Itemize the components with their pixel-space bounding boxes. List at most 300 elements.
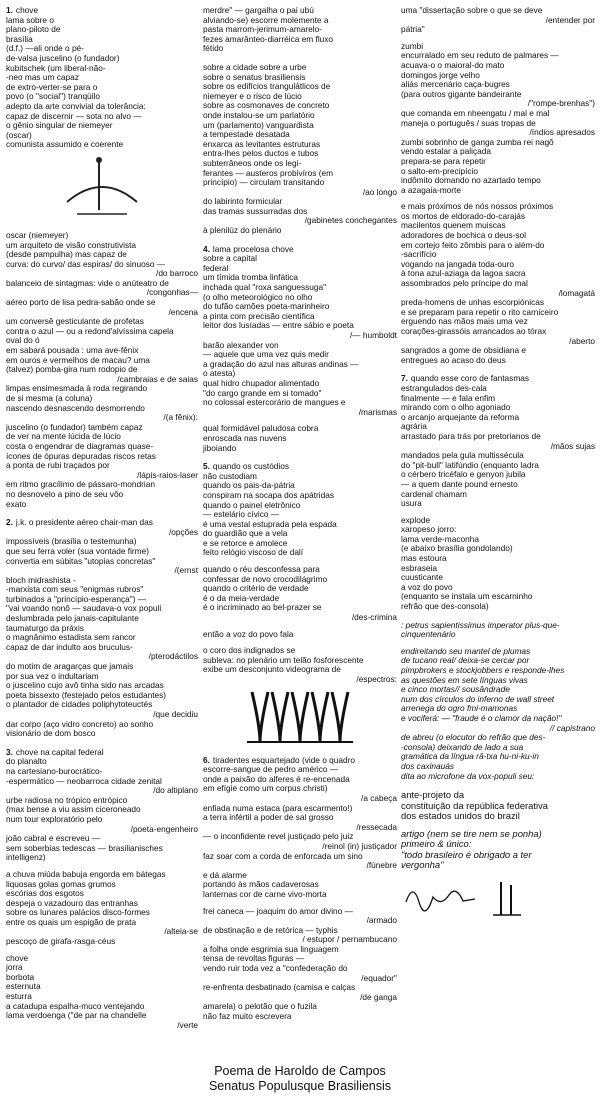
poem-line: agrária [401,422,427,432]
alvorada-columns-icon [245,687,355,747]
poem-line: do planalto [6,757,47,767]
poem-line: e dá alarme [203,870,247,880]
poem-line: adepto da arte convivial da tolerância: [6,101,146,111]
poem-line: /espectros: [356,675,397,684]
poem-line: enxarca as levitantes estruturas [203,139,321,149]
poem-line [203,900,397,907]
poem-line: /"rompe-brenhas") [527,99,595,109]
poem-line: de si mesma (a coluna) [6,394,93,403]
poem-line: balanceio de sintagmas: vide o anúteatro de [6,278,169,288]
poem-line: prepara-se para repetir [401,156,486,166]
poem-line: a azagaia-morte [401,185,461,195]
poem-line: mas estoura [401,554,447,564]
poem-line: curva: do curvo/ das espiras/ do sinuoso — [6,259,166,269]
poem-line: (para outros gigante bandeirante [401,89,522,99]
stanza [401,374,595,611]
poem-line: portando às mãos cadaverosas [203,880,319,890]
poem-line: lama sobre o [6,15,54,25]
poem-line: erguendo nas mãos mais uma vez [401,317,528,327]
poem-line: -marxista com seus "enigmas rubros" [6,585,144,595]
poem-line: -espermático — neobarroca cidade zenital [6,776,162,786]
poem-line-text: chove na capital federal [15,747,104,757]
poem-line: e se preparam para repetir o rito carniceiro [401,307,559,317]
poem-line: sobre o senatus brasiliensis [203,72,306,82]
poem-line: costa o engendrar de diagramas quase- [6,441,154,451]
poem-line: oval do ó [6,336,40,346]
poem-line: limpas ensimesmada à roda regirando [6,384,148,394]
stanza [401,790,595,917]
poem-line: esturra [6,992,32,1002]
poem-line [6,748,198,758]
poem-line: — estelário cívico — [203,510,280,520]
poem-line: que seu ferra voler (sua vontade firme) [6,546,149,556]
poem-line: quando o critério de verdade [203,584,309,594]
poem-line: finalmente — e fala enfim [401,393,496,403]
poem-line: quando o painel eletrônico [203,500,301,510]
poem-line: vendo ruir toda vez a "confederação do [203,964,348,974]
poem-line: /ressecada [356,822,397,832]
poem-line: dar corpo (aço vidro concreto) ao sonho [6,719,154,729]
poem-line: alviando-se) escorre molemente a [203,15,329,25]
poem-line: / estupor / pernambucano [302,935,397,945]
stanza [203,756,397,1022]
poem-line: a cataduрa espalha-muco ventejando [6,1001,145,1011]
poem-line: merdre" — gargalha o pai ubú [203,6,314,15]
poem-line: endireitando seu mantel de plumas [401,646,531,656]
poem-line: ferantes — austeros probivíros (em [203,168,334,178]
poem-line: é o da meia-verdade [203,593,280,603]
poem-line: fezes amarânteo-diarréica em fluxo [203,34,334,44]
poem-line: num dos círculos do inferno de wall street [401,694,555,704]
section-number: 3. [6,747,13,757]
poem-line: o plantador de cidades poliphytoteuctés [6,700,153,710]
poem-line: acuava-o o maioral-do mato [401,60,505,70]
poem-line: /do altiplano [153,786,198,796]
poem-line: // capistrano [549,723,595,733]
poem-line: à plenilúz do plenário [203,226,282,236]
poem-line: de obstinação e de retórica — typhis [203,925,338,935]
poem-line: arrenega do ogro fmi-mamonas [401,704,518,714]
poem-line: despeja o vazadouro das entranhas [6,898,138,908]
plano-piloto-sketch-icon [57,152,147,222]
poem-line: vergonha" [401,860,444,871]
poem-line: (oscar) [6,130,32,140]
poem-line: /congonhas— [146,288,198,298]
poem-line: gramática da língua râ-txa hu-ni-ku-in [401,752,539,762]
poem-line: adoradores de bochica o deus-sol [401,231,526,241]
poem-line: o magnânimo estadista sem rancor [6,633,136,643]
poem-line: o coro dos indignados se [203,646,296,656]
poem-line: (talvez) pomba-gira num rodopio de [6,365,138,375]
poem-line: /que decidiu [153,710,198,719]
poem-line: federal [203,263,229,273]
poem-line: e mais próximos de nós nossos próximos [401,202,554,212]
poem-line: — a quem dante pound ernesto [401,479,518,489]
poem-line [203,756,397,766]
poem-line: maneja o português / suas tropas de [401,118,536,128]
poem-line: /a cabeça [361,793,397,803]
poem-line: barão alexander von [203,340,279,350]
poem-line: vogando na jangada toda-ouro [401,259,515,269]
poem-line: em ouros e vermelhos de macau? uma [6,355,150,365]
poem-line: o gênio singular de niemeyer [6,121,113,131]
stanza [203,63,397,236]
poem-line: na cartesiano-burocrático- [6,766,103,776]
poem-line: a chuva miúda babuja engorda em bátegas [6,869,166,879]
poem-line: um (parlamento) vanguardista [203,120,314,130]
poem-line: e cinco mortas// sousândrade [401,685,510,695]
poem-line: "do cargo grande em si tomado" [203,388,322,398]
poem-line: onde instalou-se um parlatório [203,110,315,120]
poem-line: é uma vestal estuprada pela espada [203,519,337,529]
poem-line: em cortejo feito zômbis para o além-do [401,240,545,250]
poem-line [203,639,397,646]
poem-line: zumbi sobrinho de ganga zumba rei nagô [401,137,554,147]
poem-line: entra-lhes pelos ductos e tubos [203,149,319,159]
poem-line: em ritmo gracílimo de pássaro-mondrian [6,480,155,490]
poem-line [203,245,397,255]
poem-line: xaropeso jorro: [401,525,457,535]
poem-line: /de ganga [360,992,397,1002]
poem-line: /encena [168,307,198,317]
poem-line: um tímida tromba linfática [203,273,298,283]
poem-line-text: lama procelosa chove [212,244,294,254]
poem-line: num tour exploratório pelo [6,814,103,824]
poem-line: zumbi [401,41,424,51]
poem-line-text: chove [15,6,39,15]
poem-line-text: tiradentes esquartejado (vide o quadro [212,755,355,765]
poem-line: /lomagatá [558,288,595,298]
poem-line: preda-homens de unhas escorpiónicas [401,298,544,308]
poem-line: jiboiando [203,443,237,453]
poem-line [203,558,397,565]
poem-line: poeta bissexto (festejado pelos estudantes) [6,690,167,700]
poem-line: /reinol (in) justiçador [322,841,397,851]
poem-line: /fúnebre [366,861,397,871]
poem-line: /equador" [361,973,397,983]
poem-line: lama verde-maconha [401,534,479,544]
poem-line: (desde pampulha) mas capaz de [6,250,127,260]
poem-line: estrangulados des-cala [401,383,487,393]
poem-line: escorre-sangue de pedro américo — [203,765,339,775]
poem-line [401,509,595,516]
poem-line: os mortos de eldorado-do-carajás [401,211,526,221]
poem-line: a voz do povo [401,582,453,592]
poem-line: artigo (nem se tire nem se ponha) [401,828,542,839]
poem-line: chove [6,953,29,963]
poem-line [6,6,198,16]
poem-line: a ponta de rubi traçados por [6,461,110,471]
poem-line: niemeyer e o risco de lúcio [203,91,302,101]
poem-line: entregues ao acaso do deus [401,355,506,365]
poem-line: cinquentenário [401,630,456,640]
poem-line: então a voz do povo fala [203,629,294,639]
poem-line: do labirinto formicular [203,197,283,207]
poem-line: /— humboldt [349,331,397,340]
poem-line: deslumbrada pelo janais-capitulante [6,614,139,624]
poem-line: domingos jorge velho [401,70,480,80]
poem-line: capaz de dar indulto aos bruculus- [6,642,133,652]
poem-line: encurralado em seu reduto de palmares — [401,51,559,61]
poem-line: faz soar com a corda de enforcada um sino [203,851,363,861]
poem-line: capaz de discernir — sota no alvo — [6,111,142,121]
poem-line: aliás mercenário caça-bugres [401,80,510,90]
poem-line: feito relógio viscoso de dalí [203,548,304,558]
poem-line: pescoço de girafa-rasga-céus [6,937,116,947]
poem-line: o arcanjo arquejante da reforma [401,412,520,422]
poem-line: do guardião que a vela [203,529,288,539]
section-number: 6. [203,755,210,765]
poem-line: quando o réu desconfessa para [203,565,320,575]
section-number: 1. [6,6,13,15]
poem-line: de tucano real/ deixa-se cercar por [401,656,530,666]
poem-line: povo (o "social") tranqüilo [6,92,100,102]
poem-line: as questões em sete línguas vivas [401,675,528,685]
poem-line: e vociferá: — "fraude é o clamor da nação!" [401,713,562,723]
poem-line: a folha onde esgrimia sua linguagem [203,944,339,954]
poem-line: macilentos quenem muiscas [401,221,506,231]
poem-line [401,195,595,202]
poem-line: cuusticante [401,573,443,583]
poem-line [6,863,198,870]
poem-line: impossíveis (brasília o testemunha) [6,537,137,547]
poem-line: — aquele que uma vez quis medir [203,350,329,360]
poem-line: /lápis-raios-laser [137,470,198,480]
poem-line: subterrâneos onde os legi- [203,158,302,168]
poem-line: sem soberbias tedescas — brasilianisches [6,843,163,853]
poem-line [203,462,397,472]
poem-line: /verte [177,1020,198,1030]
poem-line: qual formidável paludosa cobra [203,424,319,434]
poem-line: (o olho meteorológico no olho [203,292,313,302]
poem-line: taumaturgo da práxis [6,623,84,633]
poem-line: confessar de novo crocodilágrimo [203,574,328,584]
poem-line: de extro-verter-se para o [6,82,98,92]
poem-line: onde a paixão do alferes é re-encenada [203,774,350,784]
poem-line: a tempestade desatada [203,130,290,140]
poem-line: não faz muito escrevera [203,1012,292,1022]
poem-line: entre os quais um espigão de prata [6,917,137,927]
stanza [6,6,198,222]
poem-line: vendo estalar a paliçada [401,147,491,157]
poem-line: que comanda em nheengatu / mal e mal [401,108,550,118]
poem-line: do "pit-bull" latifúndio (enquanto ladra [401,460,539,470]
poem-line: sobre os edifícios trangulátlicos de [203,82,331,92]
poem-line: (max bense a viu assim ciceroneado [6,805,141,815]
poem-line [203,623,397,630]
stanza [6,518,198,739]
poem-line: em efígie como um corpus christi) [203,784,328,794]
poem-line: : petrus sapientissimus imperator plus-que- [401,620,560,630]
poem-line: fétido [203,44,224,54]
poem-line: /poeta-engenheiro [130,824,198,834]
poem-line: o juscelino cujo avô tinha sido nas arcadas [6,681,164,691]
poem-line: pasta marrom-jerimum-amarelo- [203,25,322,35]
poem-line: a pinta com precisão científica [203,311,315,321]
poem-line: /pterodáctilos [148,652,198,662]
poem-line: convertia em súbitas "utopias concretas" [6,556,156,566]
poem-line: sobre a cidade sobre a urbe [203,62,307,72]
poem-line: um arquiteto de visão construtivista [6,240,137,250]
poem-line: bloch midrashista - [6,575,76,585]
poem-line: sangrados a gome de obsidiana e [401,346,527,356]
poem-line: dos caxinauás [401,761,455,771]
poem-line: — o inconfidente revel justiçado pelo juiz [203,832,354,842]
poem-line: no colossal estercorário de mangues e [203,398,346,408]
poem-line: "todo brasileiro é obrigado a ter [401,849,532,860]
poem-line: aéreo porto de lisa pedra-sabão onde se [6,298,156,308]
poem-line: é o incriminado ao bel-prazer se [203,603,322,613]
poem-line: "vai voando nonô — saudava-o vox populi [6,604,162,614]
poem-line: uma "dissertação sobre o que se deve [401,6,543,15]
poem-line: lama verdoenga ("de par na chandelle [6,1011,147,1021]
stanza [401,6,595,365]
poem-line: brasília [6,34,33,44]
poem-line: liquosas golas gomas grumos [6,879,116,889]
poem-line: refrão que des-consola) [401,602,489,612]
poem-line: intelligenz) [6,853,46,863]
poem-line: amarela) o pelotão que o fuzila [203,1002,317,1012]
poem-line: lanternas cor de carne vivo-morta [203,889,327,899]
poem-line: -neo mas um capaz [6,73,79,83]
poem-line: /des-crimina [351,613,397,623]
poem-line: cardenal chamam [401,489,467,499]
poem-line: sobre as cosmonaves de concreto [203,101,330,111]
caption-title: Poema de Haroldo de Campos [214,1064,386,1078]
poem-line: arrastado para trás por pretorianos de [401,431,541,441]
poem-line: tensa de revoltas figuras — [203,954,304,964]
poem-line: à tona azul-aziaga da lagoa sacra [401,269,526,279]
poem-line [6,947,198,954]
caption-subtitle: Senatus Populusque Brasiliensis [208,1079,392,1093]
poem-line: ícones de ópuras depuradas riscos retas [6,451,156,461]
poem-line: sobre os lunares palácios disco-formes [6,908,150,918]
poem-column-3 [401,6,595,926]
poem-line: /índios apresados [529,128,595,138]
poem-line: o atesta) [203,369,236,379]
poem-line: enfiada numa estaca (para escarmento!) [203,803,353,813]
poem-line-text: quando esse coro de fantasmas [410,374,529,384]
poem-line: qual hidro chupador alimentado [203,378,320,388]
poem-line: de ver na mente lúcida de lúcio [6,432,121,442]
poem-line: indômito domando no azartado tempo [401,176,541,186]
poem-line: frei caneca — joaquim do amor divino — [203,906,353,916]
stanza [6,748,198,1031]
poem-line: /armado [366,916,397,926]
poem-line: conspiram na socapa dos apátridas [203,490,334,500]
poem-line: /alteia-se [164,927,198,937]
poem-line: dita ao microfone da vox-populi seu: [401,771,535,781]
poem-line: /marismas [358,407,397,417]
poem-line: plano-piloto de [6,25,61,35]
poem-line: escórias dos esgotos [6,889,84,899]
poem-line: turbinados a "princípio-esperança") — [6,594,147,604]
poem-line [401,822,595,829]
poem-line: subleva: no plenário um telão fosforescente [203,655,364,665]
section-number: 2. [6,518,13,528]
poem-column-2 [203,6,397,1031]
poem-line: oscar (niemeyer) [6,230,69,240]
poem-line: re-enfrenta desbatinado (camisa e calças [203,983,356,993]
poem-line [401,374,595,384]
poem-line: sobre a capital [203,254,257,264]
stanza [203,462,397,746]
poem-line: exato [6,499,27,509]
poem-line: não custodiam [203,471,257,481]
poem-line: mirando com o olho agoniado [401,403,511,413]
poem-line: /mãos sujas [550,441,595,451]
poem-line: primeiro & único: [401,839,472,850]
poem-line: quando os pais-da-pátria [203,481,295,491]
poem-line: /gabinetes conchegantes [304,216,397,226]
poem-line: por sua vez o indultariam [6,671,99,681]
poem-line: juscelino (o fundador) também capaz [6,422,143,432]
stanza [401,621,595,782]
poem-line: pátria" [401,25,425,35]
stanza [6,231,198,509]
poem-line: o salto-em-precipício [401,166,479,176]
poem-line: /(a fênix): [163,413,198,423]
poem-line: mandados pela gula multissécula [401,451,524,461]
poem-line: a gradação do azul nas alturas andinas — [203,359,359,369]
poem-line: corações-girassóis arrancados ao tórax [401,327,547,336]
poem-line: um conversê gesticulante de profetas [6,317,144,327]
caption [0,1064,600,1094]
poem-line: (d.f.) —ali onde o pé- [6,44,84,54]
poem-line: o cérbero tricéfalo e genyon jubila [401,470,526,480]
poem-line-text: quando os custódios [212,462,290,472]
poem-line: usura [401,499,422,509]
poem-line [401,35,595,42]
poem-line: borbota [6,972,35,982]
section-number: 4. [203,244,210,254]
poem-line: /opções [168,527,198,537]
poem-line: enroscada nas nuvens [203,433,287,443]
poem-line: /aberto [569,336,595,346]
poem-line: /cambraias e de saias [117,374,198,384]
poem-line: visionário de dom bosco [6,729,96,739]
poem-line: dos estados unidos do brazil [401,811,520,822]
poem-line: ante-projeto da [401,790,465,801]
poem-line: do motim de aragarças que jamais [6,662,134,672]
poem-line [6,518,198,528]
poem-line: /entender por [545,15,595,25]
poem-line: esbraseia [401,563,437,573]
poem-line: contra o azul — ou a redond'alvíssima capela [6,326,174,336]
poem-line: /ao longo [362,187,397,197]
stanza [203,6,397,54]
poem-line: em sabará pousada : uma ave-fênix [6,346,139,356]
poem-line: urbe radiosa no trópico entrópico [6,795,128,805]
stanza [203,245,397,453]
poem-line: /(ernst [174,566,198,576]
poem-line: -sacrifício [401,250,437,260]
poem-line [203,417,397,424]
poem-line: pimpbrokers e stockjobbers e responde-lhes [401,666,565,675]
poem-line: nascendo desnascendo desmorrendo [6,403,145,413]
poem-line: jorra [6,963,23,973]
poem-line: esternuta [6,982,41,992]
poem-line: exibe um desconjunto videograma de [203,665,341,675]
poem-line [401,640,595,647]
poem-line: e se retorce e amolece [203,538,288,548]
poem-line: explode [401,515,431,525]
poem-line: (enquanto se instala um escarninho [401,592,533,602]
poem-line: inchada qual "roxa sanguessuga" [203,283,327,293]
poem-line: no desnovelo a pino de seu vôo [6,489,124,499]
author-signature-icon [401,877,541,917]
poem-line: de abreu (o elocutor do refrão que des- [401,733,546,743]
